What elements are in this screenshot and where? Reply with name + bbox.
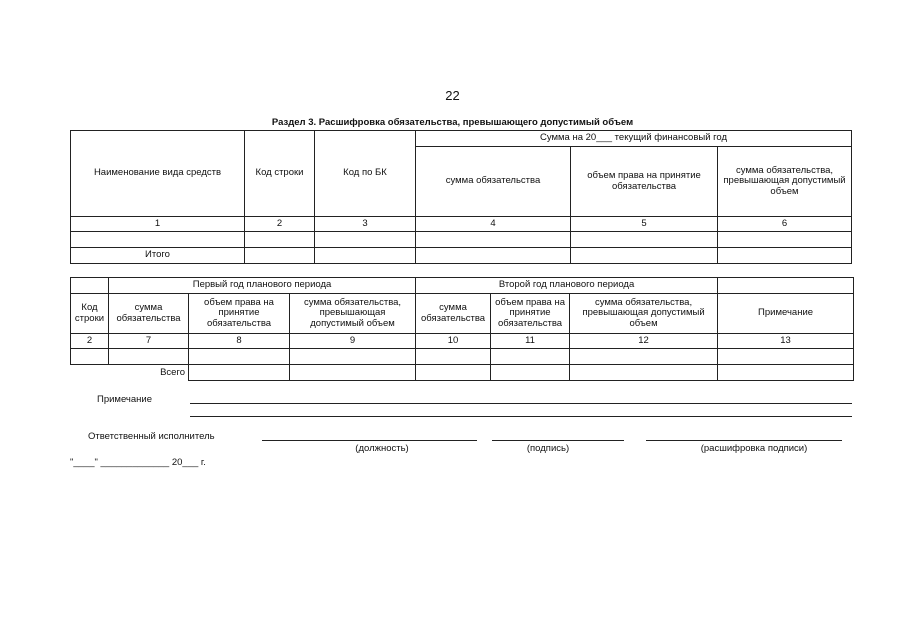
table-row [71, 349, 854, 365]
table-row-numbers [71, 334, 854, 349]
current-year-table [70, 130, 852, 264]
header-excess-sum: сумма обязательства, превышающая допустимый объем [290, 294, 416, 334]
header-excess-sum: сумма обязательства, превышающая допустимый объем [570, 294, 718, 334]
col-number: 11 [491, 334, 570, 349]
header-second-plan-year: Второй год планового периода [416, 278, 718, 294]
header-obligation-right: объем права на принятие обязательства [571, 147, 718, 217]
total-label: Всего [160, 366, 185, 378]
header-obligation-right: объем права на принятие обязательства [491, 294, 570, 334]
header-row-code: Код строки [245, 131, 315, 217]
col-number: 3 [315, 217, 416, 232]
position-caption: (должность) [355, 443, 409, 454]
responsible-label: Ответственный исполнитель [88, 431, 215, 442]
col-number: 4 [416, 217, 571, 232]
header-excess-sum: сумма обязательства, превышающая допустимый объем [718, 147, 852, 217]
header-obligation-sum: сумма обязательства [416, 147, 571, 217]
planning-period-table [70, 277, 854, 381]
note-line-2 [190, 416, 852, 417]
header-current-year-group: Сумма на 20___ текущий финансовый год [416, 131, 852, 147]
col-number: 12 [570, 334, 718, 349]
header-bk-code: Код по БК [315, 131, 416, 217]
table-row-total [71, 248, 852, 264]
col-number: 1 [71, 217, 245, 232]
header-first-plan-year: Первый год планового периода [109, 278, 416, 294]
table-row [71, 232, 852, 248]
page-number: 22 [445, 88, 460, 103]
signature-decode-caption: (расшифровка подписи) [700, 443, 808, 454]
section-title: Раздел 3. Расшифровка обязательства, превышающего допустимый объем [271, 117, 634, 128]
header-obligation-sum: сумма обязательства [109, 294, 189, 334]
col-number: 13 [718, 334, 854, 349]
col-number: 2 [71, 334, 109, 349]
col-number: 8 [189, 334, 290, 349]
col-number: 5 [571, 217, 718, 232]
header-obligation-sum: сумма обязательства [416, 294, 491, 334]
date-line: "____" _____________ 20___ г. [70, 457, 206, 468]
header-fund-type: Наименование вида средств [71, 131, 245, 217]
header-row-code: Код строки [71, 294, 109, 334]
signature-line [492, 440, 624, 441]
col-number: 6 [718, 217, 852, 232]
position-line [262, 440, 477, 441]
signature-decode-line [646, 440, 842, 441]
table-row-total [71, 365, 854, 381]
note-label: Примечание [97, 394, 152, 405]
total-label: Итого [71, 248, 245, 264]
table-row-numbers [71, 217, 852, 232]
col-number: 9 [290, 334, 416, 349]
col-number: 7 [109, 334, 189, 349]
header-note: Примечание [718, 294, 854, 334]
signature-caption: (подпись) [526, 443, 570, 454]
header-obligation-right: объем права на принятие обязательства [189, 294, 290, 334]
col-number: 10 [416, 334, 491, 349]
note-line-1 [190, 403, 852, 404]
col-number: 2 [245, 217, 315, 232]
